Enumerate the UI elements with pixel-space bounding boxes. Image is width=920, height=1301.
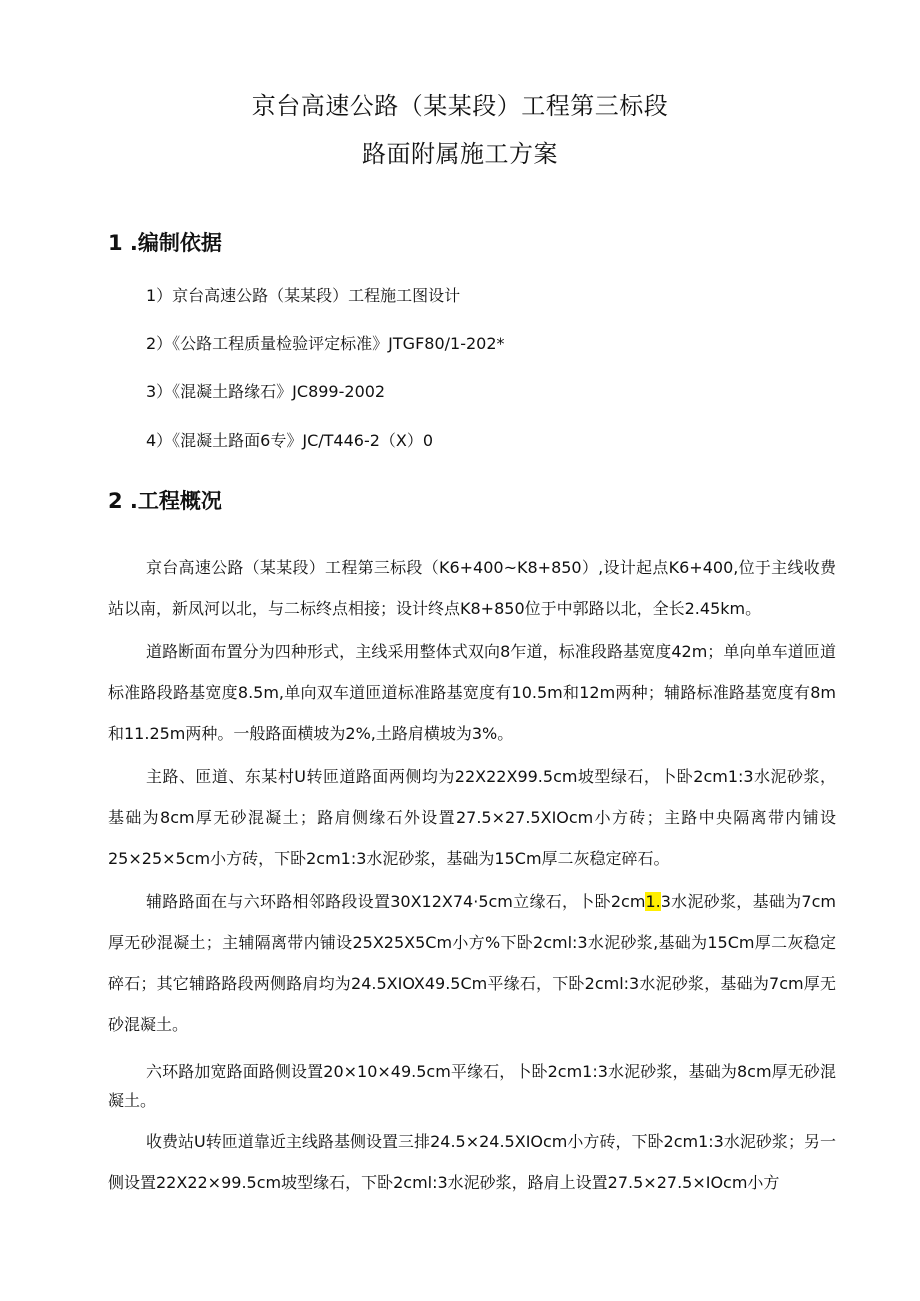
highlighted-text: 1. (645, 892, 661, 911)
paragraph-text-part: 辅路路面在与六环路相邻路段设置30X12X74·5cm立缘石，卜卧2cm (146, 892, 646, 911)
paragraph-toll-station: 收费站U转匝道靠近主线路基侧设置三排24.5×24.5XIOcm小方砖，下卧2cm1:3水泥砂浆；另一侧设置22X22×99.5cm坡型缘石，下卧2cml:3水泥砂浆，路肩上设置27.5×27.5×IOcm小方 (108, 1132, 836, 1192)
document-title-line-2: 路面附属施工方案 (362, 140, 558, 168)
reference-item-2: 2）《公路工程质量检验评定标准》JTGF80/1-202* (146, 334, 505, 353)
paragraph-ring-road-widening: 六环路加宽路面路侧设置20×10×49.5cm平缘石，卜卧2cm1:3水泥砂浆，基础为8cm厚无砂混凝土。 (108, 1062, 836, 1110)
paragraph-side-road-curbs (108, 881, 836, 1045)
section-heading-basis: 1 .编制依据 (108, 231, 222, 255)
section-heading-overview: 2 .工程概况 (108, 489, 222, 513)
paragraph-project-location: 京台高速公路（某某段）工程第三标段（K6+400~K8+850）,设计起点K6+400,位于主线收费站以南，新凤河以北，与二标终点相接；设计终点K8+850位于中郭路以北，全长2.45km。 (108, 558, 836, 618)
reference-item-1: 1）京台高速公路（某某段）工程施工图设计 (146, 286, 461, 305)
reference-item-4: 4）《混凝土路面6专》JC/T446-2（X）0 (146, 431, 434, 450)
paragraph-text-part: 3水泥砂浆，基础为7cm厚无砂混凝土；主辅隔离带内铺设25X25X5Cm小方%下卧2cml:3水泥砂浆,基础为15Cm厚二灰稳定碎石；其它辅路路段两侧路肩均为24.5XIOX49.5Cm平缘石，下卧2cml:3水泥砂浆，基础为7cm厚无砂混凝土。 (108, 892, 836, 1034)
paragraph-road-section: 道路断面布置分为四种形式，主线采用整体式双向8乍道，标准段路基宽度42m；单向单车道匝道标准路段路基宽度8.5m,单向双车道匝道标准路基宽度有10.5m和12m两种；辅路标准路基宽度有8m和11.25m两种。一般路面横坡为2%,土路肩横坡为3%。 (108, 642, 836, 743)
reference-item-3: 3）《混凝土路缘石》JC899-2002 (146, 382, 386, 401)
paragraph-main-road-curbs: 主路、匝道、东某村U转匝道路面两侧均为22X22X99.5cm坡型绿石，卜卧2cm1:3水泥砂浆，基础为8cm厚无砂混凝土；路肩侧缘石外设置27.5×27.5XIOcm小方砖；主路中央隔离带内铺设25×25×5cm小方砖，下卧2cm1:3水泥砂浆，基础为15Cm厚二灰稳定碎石。 (108, 767, 836, 868)
document-title-line-1: 京台高速公路（某某段）工程第三标段 (251, 92, 669, 120)
